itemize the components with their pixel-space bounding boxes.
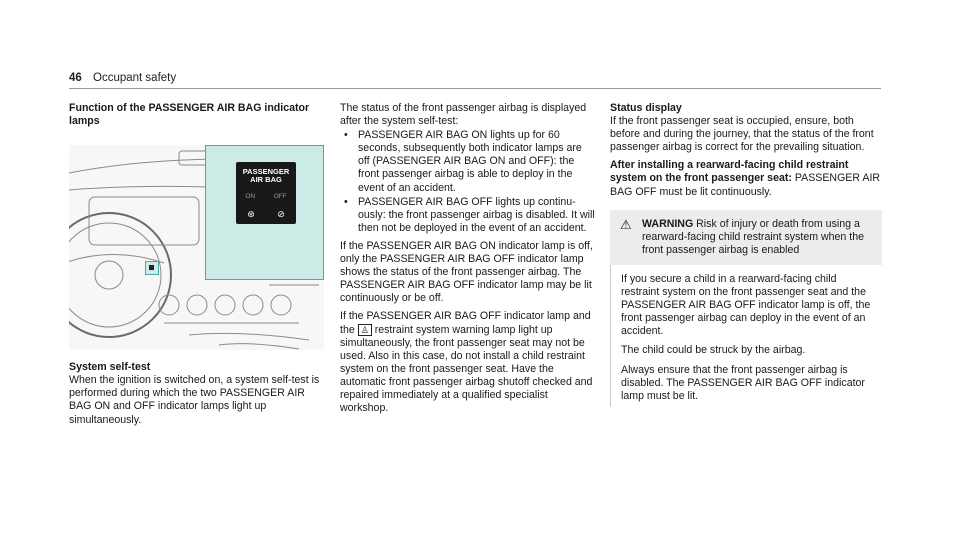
warning-title: Risk of injury or death from using a rearward-facing child restraint system when the front passenger airbag is enabled (642, 217, 864, 256)
list-item: • PASSENGER AIR BAG OFF lights up continuously: the front passenger airbag is disabled. It will then not be deployed in the event of an accident. (340, 196, 595, 235)
off-label: OFF (273, 193, 287, 201)
section-title: Occupant safety (93, 72, 177, 84)
section-heading: Function of the PASSENGER AIR BAG indicator lamps (69, 102, 310, 128)
warning-triangle-icon: ⚠ (620, 216, 632, 232)
airbag-off-icon: ⊘ (277, 209, 285, 220)
status-display-text: If the front passenger seat is occupied, ensure, both before and during the journey, that the status of the front passenger airbag is correct for the prevailing situation. (610, 115, 874, 154)
detail-inset (205, 145, 324, 280)
warning-lamp-paragraph (340, 310, 595, 415)
warning-label: WARNING (642, 217, 694, 230)
warning-body (610, 265, 882, 407)
status-list (340, 129, 595, 235)
warning-box (610, 210, 882, 407)
column-2 (340, 102, 595, 415)
page-number: 46 (69, 72, 82, 84)
after-install-heading (610, 159, 882, 198)
after-install-heading-text: After installing a rearward-facing child restraint system on the front passenger seat: (610, 159, 849, 185)
column-3 (610, 102, 882, 407)
self-test-heading: System self-test (69, 361, 151, 374)
paragraph-text-end: restraint system warning lamp light up simultaneously, the front passenger seat may not be used. Also in this case, do not install a child restraint system on the front passenger seat. Have the automatic front passenger airbag shutoff checked and repaired immediately at a qualified specialist workshop. (340, 323, 593, 415)
after-install-text: PASSENGER AIR BAG OFF must be lit continuously. (610, 172, 881, 198)
list-item: • PASSENGER AIR BAG ON lights up for 60 seconds, subsequently both indicator lamps are off (PASSENGER AIR BAG ON and OFF): the front passenger airbag is able to deploy in the event of an accident. (340, 129, 595, 194)
paragraph-text-start: If the PASSENGER AIR BAG OFF indicator lamp and the (340, 310, 591, 336)
on-label: ON (245, 193, 256, 201)
indicator-paragraph: If the PASSENGER AIR BAG ON indicator lamp is off, only the PASSENGER AIR BAG OFF indicator lamp shows the status of the front passenger airbag. The PASSENGER AIR BAG OFF indicator lamp may be lit continuously or be off. (340, 239, 593, 305)
indicator-location-marker (145, 261, 159, 275)
status-display-heading: Status display (610, 102, 682, 114)
warning-paragraph: Always ensure that the front passenger airbag is disabled. The PASSENGER AIR BAG OFF indicator lamp must be lit. (621, 363, 865, 402)
airbag-on-icon: ⊛ (247, 209, 255, 220)
status-intro: The status of the front passenger airbag is displayed after the system self-test: (340, 102, 587, 128)
column-1 (69, 102, 324, 427)
header-divider (69, 88, 881, 89)
page-header (69, 72, 176, 84)
dashboard-illustration (69, 145, 324, 350)
panel-label-line2: AIR BAG (250, 175, 282, 185)
panel-label-line1: PASSENGER (242, 167, 290, 177)
warning-paragraph: If you secure a child in a rearward-facing child restraint system on the front passenger seat and the PASSENGER AIR BAG OFF indicator lamp is off, the front passenger airbag can deploy in the event of an accident. (621, 272, 871, 338)
warning-paragraph: The child could be struck by the airbag. (621, 344, 806, 357)
passenger-airbag-indicator-panel (236, 162, 296, 224)
self-test-text: When the ignition is switched on, a system self-test is performed during which the two PASSENGER AIR BAG ON and OFF indicator lamps light up simultaneously. (69, 374, 320, 426)
seat-belt-warning-icon: ♙ (358, 324, 372, 336)
